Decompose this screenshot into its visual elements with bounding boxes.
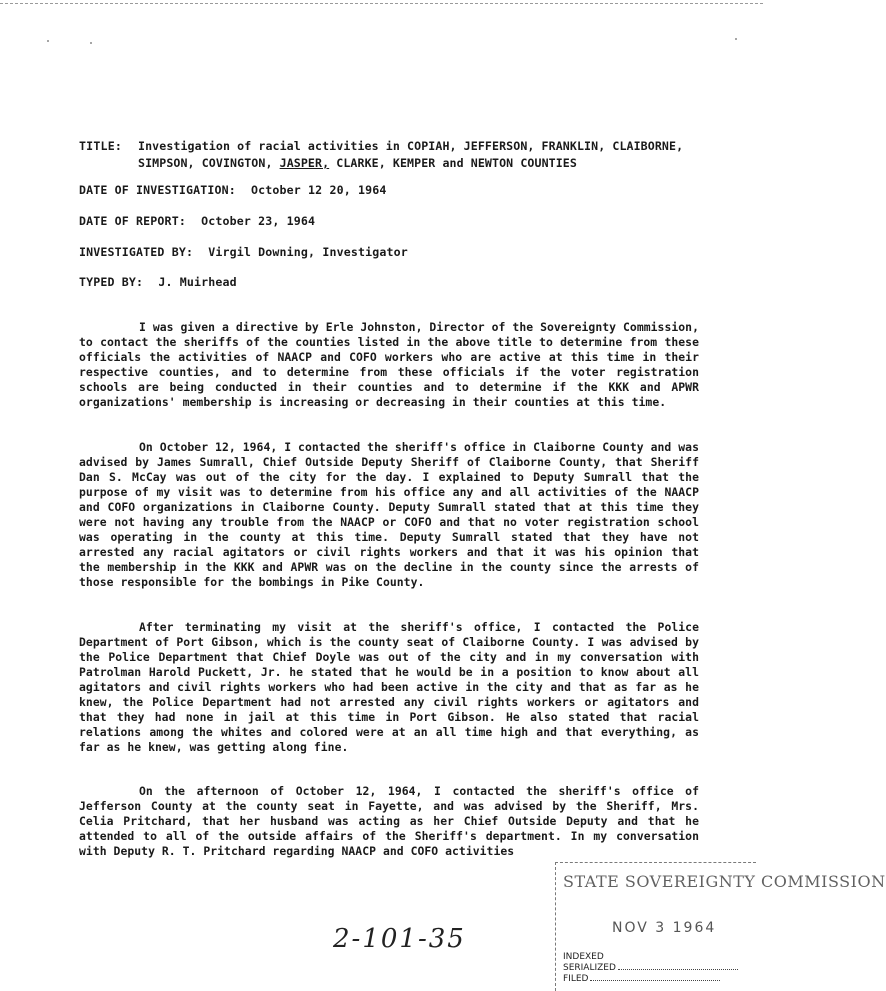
paragraph-text: On the afternoon of October 12, 1964, I contacted the sheriff's office of Jefferson County at the county seat in Fayette, and was advised by the Sheriff, Mrs. Celia Pritchard, that her husband was acting as her Chief Outside Deputy and that he attended to all of the outside affairs of the Sheriff's department. In my conversation with Deputy R. T. Pritchard regarding NAACP and COFO activities [79,784,699,858]
date-of-investigation-label: DATE OF INVESTIGATION: [79,183,236,197]
typed-by-value: J. Muirhead [158,275,237,289]
scan-speck [47,40,49,42]
scan-speck [735,38,737,40]
body-paragraph-1 [79,320,699,410]
scan-speck [90,42,92,44]
date-of-report-value: October 23, 1964 [201,214,316,228]
paragraph-text: I was given a directive by Erle Johnston, Director of the Sovereignty Commission, to contact the sheriffs of the counties listed in the above title to determine from these officials the activities of NAACP and COFO workers who are active at this time in their respective counties, and to determine from these officials if the voter registration schools are being conducted in their counties and to determine if the KKK and APWR organizations' membership is increasing or decreasing in their counties at this time. [79,320,699,409]
investigated-by [79,244,408,260]
stamp-serialized: SERIALIZED [563,963,738,973]
body-paragraph-4 [79,784,699,859]
stamp-agency-name: STATE SOVEREIGNTY COMMISSION [563,872,886,891]
title-line-1: Investigation of racial activities in COPIAH, JEFFERSON, FRANKLIN, CLAIBORNE, [138,139,684,153]
body-paragraph-2 [79,440,699,590]
date-of-report-label: DATE OF REPORT: [79,214,186,228]
paragraph-text: On October 12, 1964, I contacted the sheriff's office in Claiborne County and was advised by James Sumrall, Chief Outside Deputy Sheriff of Claiborne County, that Sheriff Dan S. McCay was out of the city for the day. I explained to Deputy Sumrall that the purpose of my visit was to determine from his office any and all activities of the NAACP and COFO organizations in Claiborne County. Deputy Sumrall stated that at this time they were not having any trouble from the NAACP or COFO and that no voter registration school was operating in the county at this time. Deputy Sumrall stated that they have not arrested any racial agitators or civil rights workers and that it was his opinion that the membership in the KKK and APWR was on the decline in the county since the arrests of those responsible for the bombings in Pike County. [79,440,699,589]
investigated-by-value: Virgil Downing, Investigator [208,245,408,259]
handwritten-file-number: 2-101-35 [333,924,466,954]
title-line-2-underlined: JASPER, [279,156,330,170]
body-paragraph-3 [79,620,699,755]
typed-by-label: TYPED BY: [79,275,144,289]
date-of-investigation [79,182,387,198]
paragraph-text: After terminating my visit at the sheriff's office, I contacted the Police Department of Port Gibson, which is the county seat of Claiborne County. I was advised by the Police Department that Chief Doyle was out of the city and in my conversation with Patrolman Harold Puckett, Jr. he stated that he would be in a position to know about all agitators and civil rights workers who had been active in the city and that as far as he knew, the Police Department had not arrested any civil rights workers or agitators and that they had none in jail at this time in Port Gibson. He also stated that racial relations among the whites and colored were at an all time high and that everything, as far as he knew, was getting along fine. [79,620,699,754]
date-of-report [79,213,315,229]
title-text [138,138,729,172]
title-line-2-start: SIMPSON, COVINGTON, [138,156,280,170]
title-line-2-end: CLARKE, KEMPER and NEWTON COUNTIES [329,156,577,170]
scan-edge-line [0,3,763,5]
stamp-indexed: INDEXED [563,952,604,962]
typed-by [79,274,237,290]
title-block [79,138,729,172]
title-label: TITLE: [79,139,123,153]
stamp-date: NOV 3 1964 [612,920,717,936]
stamp-filed: FILED [563,974,720,984]
investigated-by-label: INVESTIGATED BY: [79,245,194,259]
date-of-investigation-value: October 12 20, 1964 [251,183,387,197]
